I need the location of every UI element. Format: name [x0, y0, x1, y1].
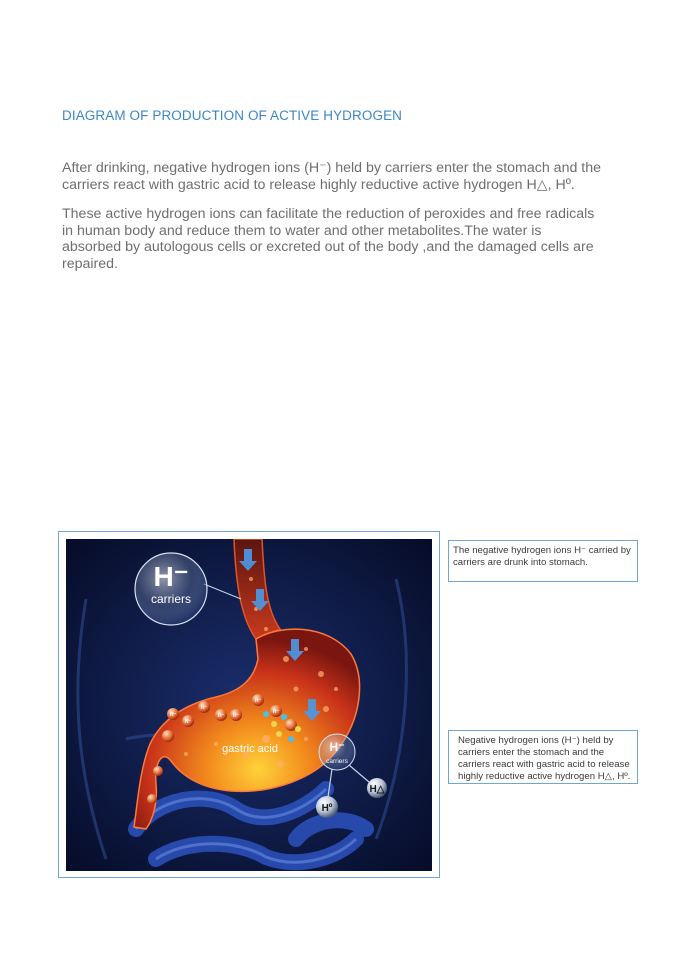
callout-carriers-react: Negative hydrogen ions (H⁻) held by carriers enter the stomach and the carriers react with gastric acid to release highly reductive active hydrogen H△, Hº. — [448, 730, 638, 784]
active-h-degree-label: Hº — [321, 803, 333, 814]
ion-label: H⁻ — [232, 713, 240, 719]
active-hydrogen-delta — [367, 778, 387, 798]
carriers-small-symbol: H⁻ — [329, 740, 345, 754]
gastric-acid-label: gastric acid — [222, 743, 278, 755]
ion-label: H⁻ — [169, 712, 177, 718]
ion-label: H⁻ — [200, 705, 208, 711]
ion-label: H⁻ — [272, 709, 280, 715]
carriers-small-label: carriers — [326, 758, 348, 765]
ion-label: H⁻ — [254, 698, 262, 704]
ion-label: H⁻ — [184, 719, 192, 725]
carriers-label: carriers — [150, 592, 192, 606]
active-hydrogen-degree — [316, 796, 338, 818]
callout-carriers-drunk: The negative hydrogen ions H⁻ carried by carriers are drunk into stomach. — [448, 540, 638, 582]
ion-label: H⁻ — [217, 713, 225, 719]
page-title: DIAGRAM OF PRODUCTION OF ACTIVE HYDROGEN — [62, 108, 403, 123]
intro-paragraph: After drinking, negative hydrogen ions (H⁻) held by carriers enter the stomach and the carriers react with gastric acid to release highly reductive active hydrogen H△, Hº. — [62, 160, 602, 193]
carriers-symbol: H⁻ — [153, 561, 189, 592]
stomach-illustration — [66, 539, 432, 871]
active-h-delta-label: H△ — [369, 784, 385, 795]
body-paragraph: These active hydrogen ions can facilitate the reduction of peroxides and free radicals in human body and reduce them to water and other metabolites.The water is absorbed by autologous cells or excreted out of the body ,and the damaged cells are repaired. — [62, 206, 595, 272]
